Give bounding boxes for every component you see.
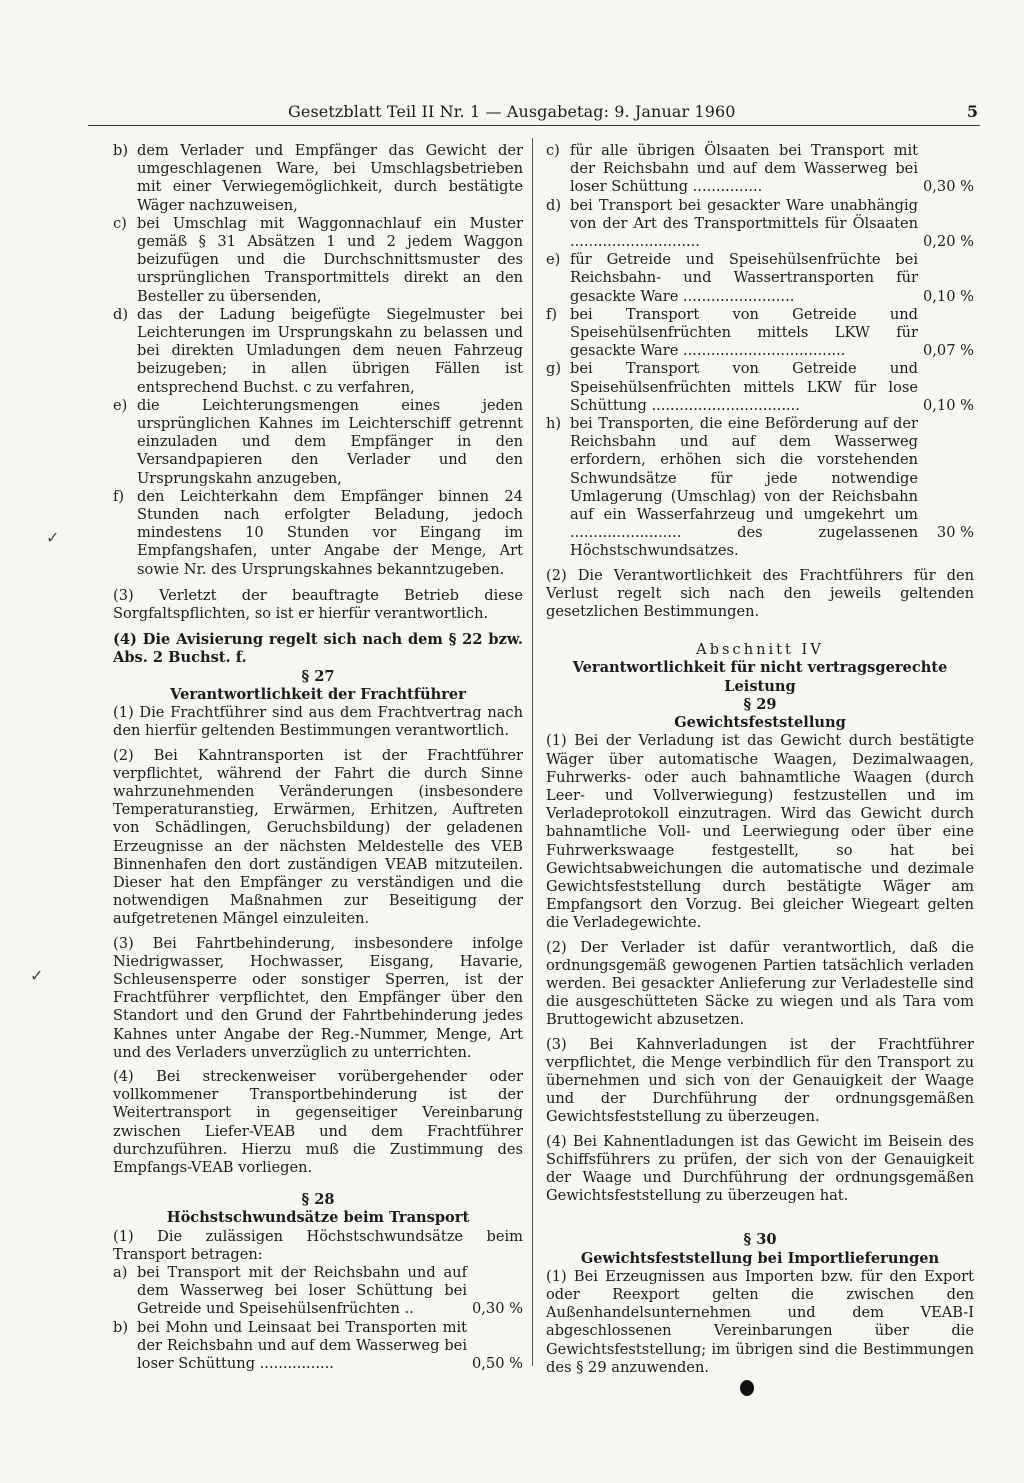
paragraph: (2) Der Verlader ist dafür verantwortlich, daß die ordnungsgemäß gewogenen Partien tatsächlich verladen werden. Bei gesackter Anlieferung zur Verladestelle sind die ausgeschütteten Säcke zu wiegen und als Tara vom Bruttogewicht abzusetzen. <box>546 938 974 1029</box>
item-marker: b) <box>113 1318 129 1336</box>
item-text: bei Mohn und Leinsaat bei Transporten mit der Reichsbahn und auf dem Wasserweg bei loser Schüttung ................ <box>137 1318 467 1372</box>
section-title: Höchstschwundsätze beim Transport <box>166 1209 470 1227</box>
item-marker: f) <box>113 487 125 505</box>
item-marker: e) <box>113 396 128 414</box>
paragraph: (2) Bei Kahntransporten ist der Frachtführer verpflichtet, während der Fahrt die durch Sinne wahrzunehmenden Veränderungen (insbesondere Temperaturanstieg, Erwärmen, Erhitzen, Auftreten von Schädlingen, Geruchsbildung) der geladenen Erzeugnisse an der nächsten Meldestelle des VEB Binnenhafen den dort zuständigen VEAB mitzuteilen. Dieser hat den Empfänger zu verständigen und die notwendigen Maßnahmen zur Beseitigung der aufgetretenen Mängel einzuleiten. <box>113 746 523 928</box>
item-text: bei Transport mit der Reichsbahn und auf dem Wasserweg bei loser Schüttung bei Getreide und Speisehülsenfrüchten .. <box>137 1263 467 1318</box>
paragraph: (4) Bei streckenweiser vorübergehender oder vollkommener Transportbehinderung ist der Weitertransport in gegenseitiger Vereinbarung zwischen Liefer-VEAB und dem Frachtführer durchzuführen. Hierzu muß die Zustimmung des Empfangs-VEAB vorliegen. <box>113 1067 523 1176</box>
abschnitt-title: Verantwortlichkeit für nicht vertragsgerechte Leistung <box>572 659 948 695</box>
header-title: Gesetzblatt Teil II Nr. 1 — Ausgabetag: 9. Januar 1960 <box>288 102 736 121</box>
item-text: das der Ladung beigefügte Siegelmuster bei Leichterungen im Ursprungskahn zu belassen und bei direkten Umladungen dem neuen Fahrzeug beizugeben; in allen übrigen Fällen ist entsprechend Buchst. c zu verfahren, <box>137 305 523 396</box>
right-column <box>546 142 974 1377</box>
rate-item <box>546 360 974 415</box>
item-text: dem Verlader und Empfänger das Gewicht der umgeschlagenen Ware, bei Umschlagsbetrieben mit einer Verwiegemöglichkeit, durch bestätigte Wäger nachzuweisen, <box>137 142 523 214</box>
page-header <box>288 102 978 122</box>
item-marker: c) <box>546 142 560 159</box>
item-text: bei Transport von Getreide und Speisehülsenfrüchten mittels LKW für lose Schüttung ................................ <box>570 360 918 414</box>
item-marker: c) <box>113 214 127 232</box>
rate-value: 30 % <box>936 524 974 542</box>
rate-item <box>113 1319 523 1374</box>
paragraph: (1) Die Frachtführer sind aus dem Frachtvertrag nach den hierfür geltenden Bestimmungen verantwortlich. <box>113 704 523 740</box>
section-title: Gewichtsfeststellung <box>674 714 846 732</box>
paragraph: (3) Bei Fahrtbehinderung, insbesondere infolge Niedrigwasser, Hochwasser, Eisgang, Havarie, Schleusensperre oder sonstiger Sperren, ist der Frachtführer verpflichtet, den Empfänger über den Standort und den Grund der Fahrtbehinderung jedes Kahnes unter Angabe der Reg.-Nummer, Menge, Art und des Verladers unverzüglich zu unterrichten. <box>113 934 523 1061</box>
paragraph: (4) Bei Kahnentladungen ist das Gewicht im Beisein des Schiffsführers zu prüfen, der sich von der Genauigkeit der Waage und Durchführung der ordnungsgemäßen Gewichtsfeststellung zu überzeugen hat. <box>546 1132 974 1205</box>
item-text: bei Umschlag mit Waggonnachlauf ein Muster gemäß § 31 Absätzen 1 und 2 jedem Waggon beizufügen und die Durchschnittsmuster des ursprünglichen Transportmittels direkt an den Besteller zu übersenden, <box>137 214 523 305</box>
rate-item <box>113 1264 523 1319</box>
rate-value: 0,07 % <box>923 342 974 360</box>
left-column <box>113 142 523 1373</box>
section-number: § 29 <box>743 695 777 713</box>
section-title: Verantwortlichkeit der Frachtführer <box>170 685 466 703</box>
item-marker: h) <box>546 415 562 433</box>
rate-value: 0,50 % <box>472 1355 523 1372</box>
rate-value: 0,10 % <box>923 287 974 305</box>
item-marker: a) <box>113 1263 128 1281</box>
margin-check-mark: ✓ <box>46 528 60 547</box>
rate-value: 0,10 % <box>923 396 974 414</box>
item-text: bei Transporten, die eine Beförderung auf der Reichsbahn und auf dem Wasserweg erfordern, erhöhen sich die vorstehenden Schwundsätze für jede notwendige Umlagerung (Umschlag) von der Reichsbahn auf ein Wasserfahrzeug und umgekehrt um ........................ des zugelassenen Höchstschwundsatzes. <box>570 415 918 560</box>
column-divider <box>532 138 533 1366</box>
list-item <box>113 397 523 488</box>
item-marker: d) <box>113 305 129 323</box>
item-text: für alle übrigen Ölsaaten bei Transport mit der Reichsbahn und auf dem Wasserweg bei loser Schüttung ............... <box>570 142 918 196</box>
item-marker: f) <box>546 305 558 323</box>
paragraph: (3) Verletzt der beauftragte Betrieb diese Sorgfaltspflichten, so ist er hierfür verantwortlich. <box>113 586 523 623</box>
rate-item <box>546 306 974 361</box>
paragraph: (2) Die Verantwortlichkeit des Frachtführers für den Verlust regelt sich nach den jeweils geltenden gesetzlichen Bestimmungen. <box>546 566 974 621</box>
rate-item <box>546 142 974 197</box>
item-text: bei Transport bei gesackter Ware unabhängig von der Art des Transportmittels für Ölsaaten ............................ <box>570 196 918 251</box>
item-marker: g) <box>546 360 562 378</box>
list-item <box>113 142 523 215</box>
section-number: § 30 <box>743 1231 777 1249</box>
rate-value: 0,30 % <box>923 178 974 196</box>
rate-item <box>546 415 974 561</box>
list-item <box>113 215 523 306</box>
item-text: bei Transport von Getreide und Speisehülsenfrüchten mittels LKW für gesackte Ware ................................... <box>570 305 918 360</box>
section-title: Gewichtsfeststellung bei Importlieferungen <box>580 1249 940 1267</box>
item-marker: b) <box>113 142 129 159</box>
margin-check-mark: ✓ <box>30 966 44 985</box>
rate-value: 0,30 % <box>472 1300 523 1318</box>
section-number: § 27 <box>301 667 335 685</box>
paragraph: (3) Bei Kahnverladungen ist der Frachtführer verpflichtet, die Menge verbindlich für den Transport zu übernehmen und sich von der Genauigkeit der Waage und der Durchführung der ordnungsgemäßen Gewichtsfeststellung zu überzeugen. <box>546 1035 974 1126</box>
list-item <box>113 306 523 397</box>
paragraph: (1) Bei Erzeugnissen aus Importen bzw. für den Export oder Reexport gelten die zwischen den Außenhandelsunternehmen und dem VEAB-I abgeschlossenen Vereinbarungen über die Gewichtsfeststellung; im übrigen sind die Bestimmungen des § 29 anzuwenden. <box>546 1267 974 1376</box>
item-text: die Leichterungsmengen eines jeden ursprünglichen Kahnes im Leichterschiff getrennt einzuladen und dem Empfänger in den Versandpapieren den Verlader und den Ursprungskahn anzugeben, <box>137 396 523 487</box>
item-marker: e) <box>546 251 561 269</box>
ink-blot <box>740 1380 754 1396</box>
item-marker: d) <box>546 196 562 214</box>
paragraph: (1) Bei der Verladung ist das Gewicht durch bestätigte Wäger über automatische Waagen, Dezimalwaagen, Fuhrwerks- oder auch bahnamtliche Waagen (durch Leer- und Vollverwiegung) festzustellen und im Verladeprotokoll einzutragen. Wird das Gewicht durch bahnamtliche Voll- und Leerwiegung oder über eine Fuhrwerkswaage festgestellt, so hat bei Gewichtsabweichungen die automatische und dezimale Gewichtsfeststellung durch bestätigte Wäger am Empfangsort den Vorzug. Bei gleicher Wiegeart gelten die Verladegewichte. <box>546 732 974 932</box>
rate-value: 0,20 % <box>923 233 974 251</box>
abschnitt-heading: Abschnitt IV <box>696 641 824 659</box>
header-rule <box>88 125 980 126</box>
list-item <box>113 488 523 579</box>
item-text: für Getreide und Speisehülsenfrüchte bei Reichsbahn- und Wassertransporten für gesackte Ware ........................ <box>570 251 918 305</box>
section-number: § 28 <box>301 1191 335 1209</box>
item-text: den Leichterkahn dem Empfänger binnen 24 Stunden nach erfolgter Beladung, jedoch mindestens 10 Stunden vor Eingang im Empfangshafen, unter Angabe der Menge, Art sowie Nr. des Ursprungskahnes bekanntzugeben. <box>137 487 523 578</box>
rate-item <box>546 197 974 252</box>
rate-item <box>546 251 974 306</box>
paragraph: (4) Die Avisierung regelt sich nach dem § 22 bzw. Abs. 2 Buchst. f. <box>113 631 523 667</box>
page-number: 5 <box>966 102 978 121</box>
paragraph: (1) Die zulässigen Höchstschwundsätze beim Transport betragen: <box>113 1227 523 1263</box>
